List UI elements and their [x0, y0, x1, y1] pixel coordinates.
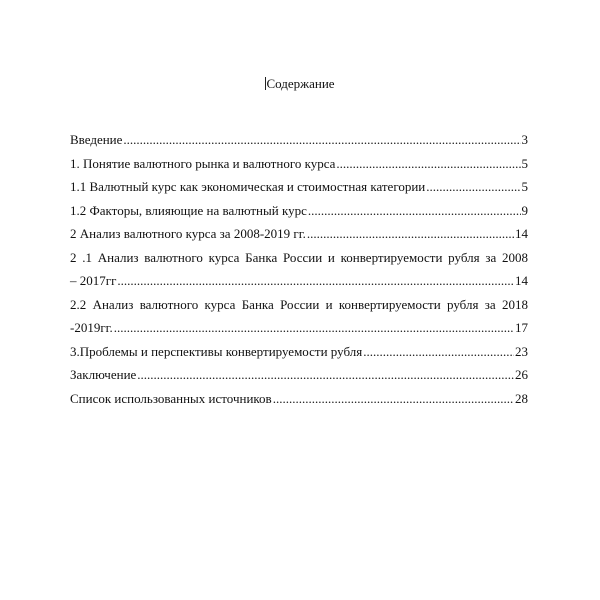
dot-leader — [114, 316, 514, 340]
dot-leader — [308, 199, 521, 223]
toc-entry-section-2-1-line-2[interactable] — [70, 269, 528, 293]
toc-entry-text: Введение — [70, 132, 123, 147]
toc-entry-page: 5 — [521, 155, 528, 171]
toc-title: Содержание — [266, 76, 335, 91]
dot-leader — [363, 340, 514, 364]
toc-entry-page: 9 — [521, 202, 528, 218]
toc-entry-section-1-1[interactable] — [70, 175, 528, 199]
toc-entry-text: 1. Понятие валютного рынка и валютного курса — [70, 155, 336, 171]
dot-leader — [137, 363, 514, 387]
toc-entry-page: 17 — [515, 320, 528, 335]
toc-entry-section-1-2[interactable] — [70, 199, 528, 223]
toc-entry-text: 2 Анализ валютного курса за 2008-2019 гг. — [70, 226, 306, 241]
toc-entry-section-2-1-line-1[interactable] — [70, 246, 528, 270]
toc-entry-chapter-3[interactable] — [70, 340, 528, 364]
toc-entry-page: 23 — [515, 343, 528, 359]
dot-leader — [426, 175, 520, 199]
toc-entry-page: 5 — [521, 179, 528, 194]
toc-title-line — [0, 76, 600, 92]
dot-leader — [336, 152, 520, 176]
toc-entry-conclusion[interactable] — [70, 363, 528, 387]
toc-entry-introduction[interactable] — [70, 128, 528, 152]
toc-entry-section-2-2-line-1[interactable] — [70, 293, 528, 317]
toc-entry-text: 3.Проблемы и перспективы конвертируемости рубля — [70, 343, 363, 359]
toc-entry-chapter-2[interactable] — [70, 222, 528, 246]
toc-entry-text: 2.2 Анализ валютного курса Банка России и конвертируемости рубля за 2018 — [70, 296, 528, 312]
toc-entry-page: 28 — [515, 390, 528, 406]
dot-leader — [123, 128, 520, 152]
dot-leader — [273, 387, 514, 411]
toc-entry-page: 26 — [515, 367, 528, 382]
dot-leader — [117, 269, 514, 293]
toc-entry-section-2-2-line-2[interactable] — [70, 316, 528, 340]
toc-entry-page: 14 — [515, 226, 528, 241]
toc-entry-chapter-1[interactable] — [70, 152, 528, 176]
toc-entry-references[interactable] — [70, 387, 528, 411]
toc-entry-text: -2019гг. — [70, 320, 113, 335]
toc-entry-text: Список использованных источников — [70, 390, 272, 406]
toc-entry-text: 1.2 Факторы, влияющие на валютный курс — [70, 202, 307, 218]
dot-leader — [307, 222, 514, 246]
toc-entry-text: – 2017гг — [70, 273, 117, 288]
toc-entry-page: 3 — [521, 132, 528, 147]
toc-entry-text: 2 .1 Анализ валютного курса Банка России и конвертируемости рубля за 2008 — [70, 249, 528, 265]
toc-entry-page: 14 — [515, 273, 528, 288]
table-of-contents — [70, 128, 528, 410]
toc-entry-text: 1.1 Валютный курс как экономическая и стоимостная категории — [70, 179, 426, 194]
toc-entry-text: Заключение — [70, 367, 137, 382]
